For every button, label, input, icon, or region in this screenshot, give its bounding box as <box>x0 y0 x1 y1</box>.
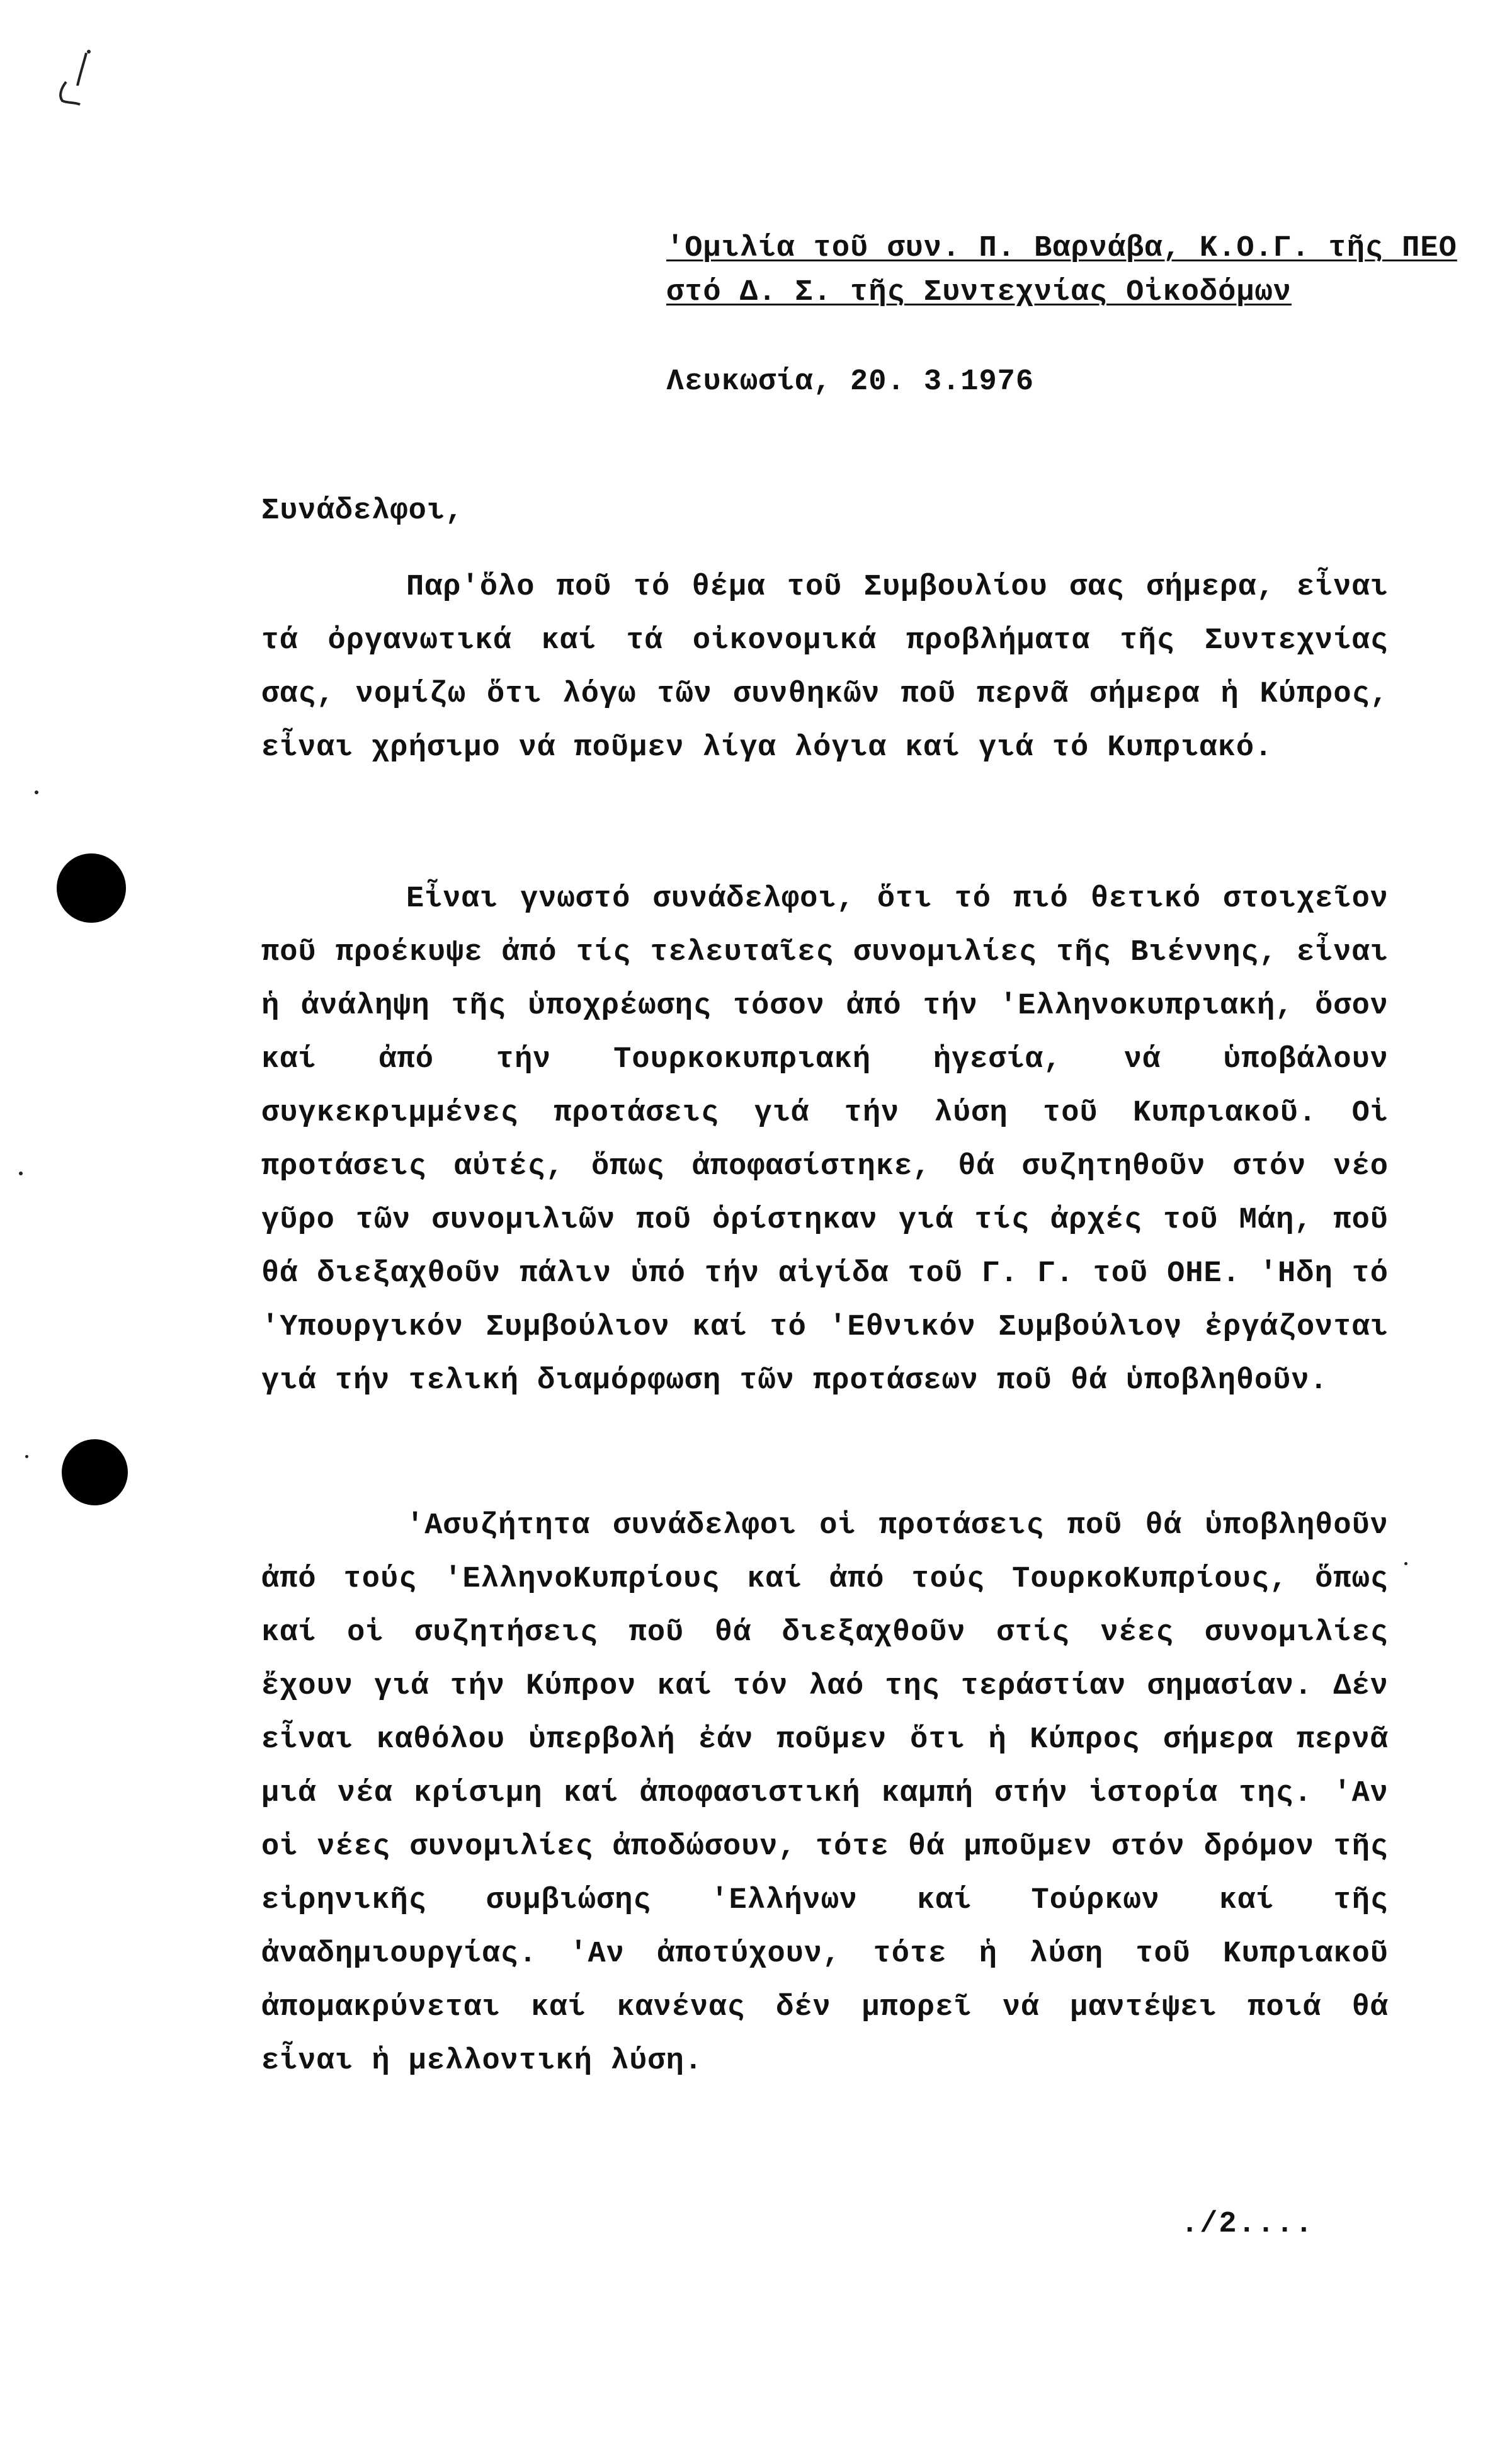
body-paragraph-2: Εἶναι γνωστό συνάδελφοι, ὅτι τό πιό θετικό στοιχεῖον ποῦ προέκυψε ἀπό τίς τελευταῖες συνομιλίες τῆς Βιέννης, εἶναι ἡ ἀνάληψη τῆς ὑποχρέωσης τόσον ἀπό τήν 'Ελληνοκυπριακή, ὅσον καί ἀπό τήν Τουρκοκυπριακή ἡγεσία, νά ὑποβάλουν συγκεκριμμένες προτάσεις γιά τήν λύση τοῦ Κυπριακοῦ. Οἱ προτάσεις αὐτές, ὅπως ἀποφασίστηκε, θά συζητηθοῦν στόν νέο γῦρο τῶν συνομιλιῶν ποῦ ὁρίστηκαν γιά τίς ἀρχές τοῦ Μάη, ποῦ θά διεξαχθοῦν πάλιν ὑπό τήν αἰγίδα τοῦ Γ. Γ. τοῦ ΟΗΕ. 'Ηδη τό 'Υπουργικόν Συμβούλιον καί τό 'Εθνικόν Συμβούλιον ἐργάζονται γιά τήν τελική διαμόρφωση τῶν προτάσεων ποῦ θά ὑποβληθοῦν. <box>261 882 1389 1398</box>
place-date: Λευκωσία, 20. 3.1976 <box>666 365 1035 399</box>
ink-speck <box>1404 1562 1407 1565</box>
handwritten-mark-icon <box>47 49 98 112</box>
ink-speck <box>35 790 38 794</box>
salutation: Συνάδελφοι, <box>261 494 464 528</box>
punch-hole-icon <box>62 1439 128 1505</box>
punch-hole-icon <box>57 853 126 923</box>
body-paragraph-3: 'Ασυζήτητα συνάδελφοι οἱ προτάσεις ποῦ θά ὑποβληθοῦν ἀπό τούς 'ΕλληνοΚυπρίους καί ἀπό τούς ΤουρκοΚυπρίους, ὅπως καί οἱ συζητήσεις ποῦ θά διεξαχθοῦν στίς νέες συνομιλίες ἔχουν γιά τήν Κύπρον καί τόν λαό της τεράστίαν σημασίαν. Δέν εἶναι καθόλου ὑπερβολή ἐάν ποῦμεν ὅτι ἡ Κύπρος σήμερα περνᾶ μιά νέα κρίσιμη καί ἀποφασιστική καμπή στήν ἱστορία της. 'Αν οἱ νέες συνομιλίες ἀποδώσουν, τότε θά μποῦμεν στόν δρόμον τῆς εἰρηνικῆς συμβιώσης 'Ελλήνων καί Τούρκων καί τῆς ἀναδημιουργίας. 'Αν ἀποτύχουν, τότε ἡ λύση τοῦ Κυπριακοῦ ἀπομακρύνεται καί κανένας δέν μπορεῖ νά μαντέψει ποιά θά εἶναι ἡ μελλοντική λύση. <box>261 1509 1389 2078</box>
body-paragraph-1: Παρ'ὅλο ποῦ τό θέμα τοῦ Συμβουλίου σας σήμερα, εἶναι τά ὀργανωτικά καί τά οἰκονομικά προβλήματα τῆς Συντεχνίας σας, νομίζω ὅτι λόγω τῶν συνθηκῶν ποῦ περνᾶ σήμερα ἡ Κύπρος, εἶναι χρήσιμο νά ποῦμεν λίγα λόγια καί γιά τό Κυπριακό. <box>261 571 1389 765</box>
ink-speck <box>25 1455 28 1458</box>
document-title-line-2: στό Δ. Σ. τῆς Συντεχνίας Οἰκοδόμων <box>666 276 1292 309</box>
document-title <box>666 227 1485 315</box>
page-continuation-marker: ./2.... <box>1181 2208 1314 2241</box>
document-title-line-1: 'Ομιλία τοῦ συν. Π. Βαρνάβα, Κ.Ο.Γ. τῆς ΠΕΟ <box>666 232 1457 265</box>
ink-speck <box>19 1172 23 1175</box>
